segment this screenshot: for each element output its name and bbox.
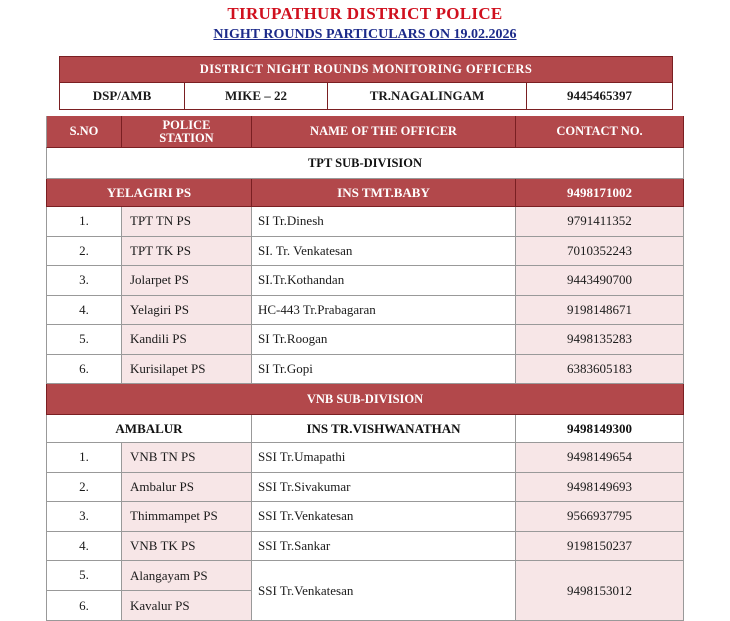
- table-row: [46, 355, 684, 385]
- row-contact: 9791411352: [516, 207, 684, 237]
- table-row: [46, 532, 684, 562]
- table-header-row: [46, 116, 684, 148]
- vnb-rows: [46, 443, 684, 561]
- section-title-vnb: VNB SUB-DIVISION: [46, 384, 684, 415]
- row-sno: 3.: [46, 266, 122, 296]
- row-station: Ambalur PS: [122, 473, 252, 503]
- row-station: VNB TN PS: [122, 443, 252, 473]
- row-officer: SSI Tr.Sankar: [252, 532, 516, 562]
- page-subtitle: NIGHT ROUNDS PARTICULARS ON 19.02.2026: [213, 27, 517, 42]
- inspector-name: INS TR.VISHWANATHAN: [252, 415, 516, 443]
- table-row: [46, 237, 684, 267]
- night-rounds-table: [46, 116, 684, 621]
- inspector-contact: 9498171002: [516, 179, 684, 207]
- monitoring-contact: 9445465397: [567, 88, 632, 103]
- row-contact: 9566937795: [516, 502, 684, 532]
- row-sno: 6.: [46, 355, 122, 385]
- table-row: [46, 502, 684, 532]
- row-sno: 3.: [46, 502, 122, 532]
- table-row: [46, 325, 684, 355]
- row-officer: SI Tr.Dinesh: [252, 207, 516, 237]
- row-station: Kavalur PS: [130, 598, 190, 613]
- row-contact: 9498135283: [516, 325, 684, 355]
- row-station: Kurisilapet PS: [122, 355, 252, 385]
- monitoring-officer-name: TR.NAGALINGAM: [328, 83, 527, 109]
- inspector-station: AMBALUR: [46, 415, 252, 443]
- col-header-station: POLICE STATION: [122, 116, 252, 148]
- monitoring-callsign: MIKE – 22: [185, 83, 328, 109]
- row-officer: SSI Tr.Venkatesan: [252, 561, 516, 621]
- table-row: [46, 296, 684, 326]
- inspector-station: YELAGIRI PS: [46, 179, 252, 207]
- row-sno: 5.: [46, 325, 122, 355]
- table-row: [46, 473, 684, 503]
- row-sno: 6.: [79, 598, 89, 613]
- page-title: TIRUPATHUR DISTRICT POLICE: [227, 4, 503, 23]
- table-row-merged: [46, 561, 684, 621]
- row-officer: SSI Tr.Venkatesan: [252, 502, 516, 532]
- row-sno: 5.: [47, 560, 121, 591]
- monitoring-designation: DSP/AMB: [60, 83, 185, 109]
- row-officer: SI Tr.Gopi: [252, 355, 516, 385]
- row-contact: 6383605183: [516, 355, 684, 385]
- row-sno: 4.: [46, 296, 122, 326]
- table-row: [46, 266, 684, 296]
- row-station: Kandili PS: [122, 325, 252, 355]
- monitoring-officers-box: [59, 56, 673, 110]
- inspector-name: INS TMT.BABY: [252, 179, 516, 207]
- table-row: [46, 443, 684, 473]
- monitoring-heading: DISTRICT NIGHT ROUNDS MONITORING OFFICERS: [60, 57, 672, 82]
- row-contact: 9443490700: [516, 266, 684, 296]
- inspector-row-tpt: [46, 179, 684, 207]
- col-header-sno: S.NO: [46, 116, 122, 148]
- row-sno: 2.: [46, 473, 122, 503]
- row-officer: SSI Tr.Sivakumar: [252, 473, 516, 503]
- row-station: Thimmampet PS: [122, 502, 252, 532]
- row-contact: 9498149654: [516, 443, 684, 473]
- row-station: VNB TK PS: [122, 532, 252, 562]
- col-header-contact: CONTACT NO.: [516, 116, 684, 148]
- inspector-row-vnb: [46, 415, 684, 443]
- row-contact: 7010352243: [516, 237, 684, 267]
- section-title-tpt: TPT SUB-DIVISION: [46, 148, 684, 179]
- row-officer: SSI Tr.Umapathi: [252, 443, 516, 473]
- row-sno: 1.: [46, 443, 122, 473]
- tpt-rows: [46, 207, 684, 384]
- col-header-officer: NAME OF THE OFFICER: [252, 116, 516, 148]
- row-station: Alangayam PS: [122, 561, 251, 591]
- row-sno: 2.: [46, 237, 122, 267]
- row-sno: 1.: [46, 207, 122, 237]
- row-contact: 9498153012: [516, 561, 684, 621]
- monitoring-row: [60, 82, 672, 109]
- row-station: TPT TN PS: [122, 207, 252, 237]
- row-officer: SI Tr.Roogan: [252, 325, 516, 355]
- row-contact: 9498149693: [516, 473, 684, 503]
- row-station: Yelagiri PS: [122, 296, 252, 326]
- row-station: Jolarpet PS: [122, 266, 252, 296]
- row-officer: HC-443 Tr.Prabagaran: [252, 296, 516, 326]
- row-contact: 9198148671: [516, 296, 684, 326]
- inspector-contact: 9498149300: [516, 415, 684, 443]
- row-officer: SI.Tr.Kothandan: [252, 266, 516, 296]
- row-officer: SI. Tr. Venkatesan: [252, 237, 516, 267]
- table-row: [46, 207, 684, 237]
- row-sno: 4.: [46, 532, 122, 562]
- row-station: TPT TK PS: [122, 237, 252, 267]
- row-contact: 9198150237: [516, 532, 684, 562]
